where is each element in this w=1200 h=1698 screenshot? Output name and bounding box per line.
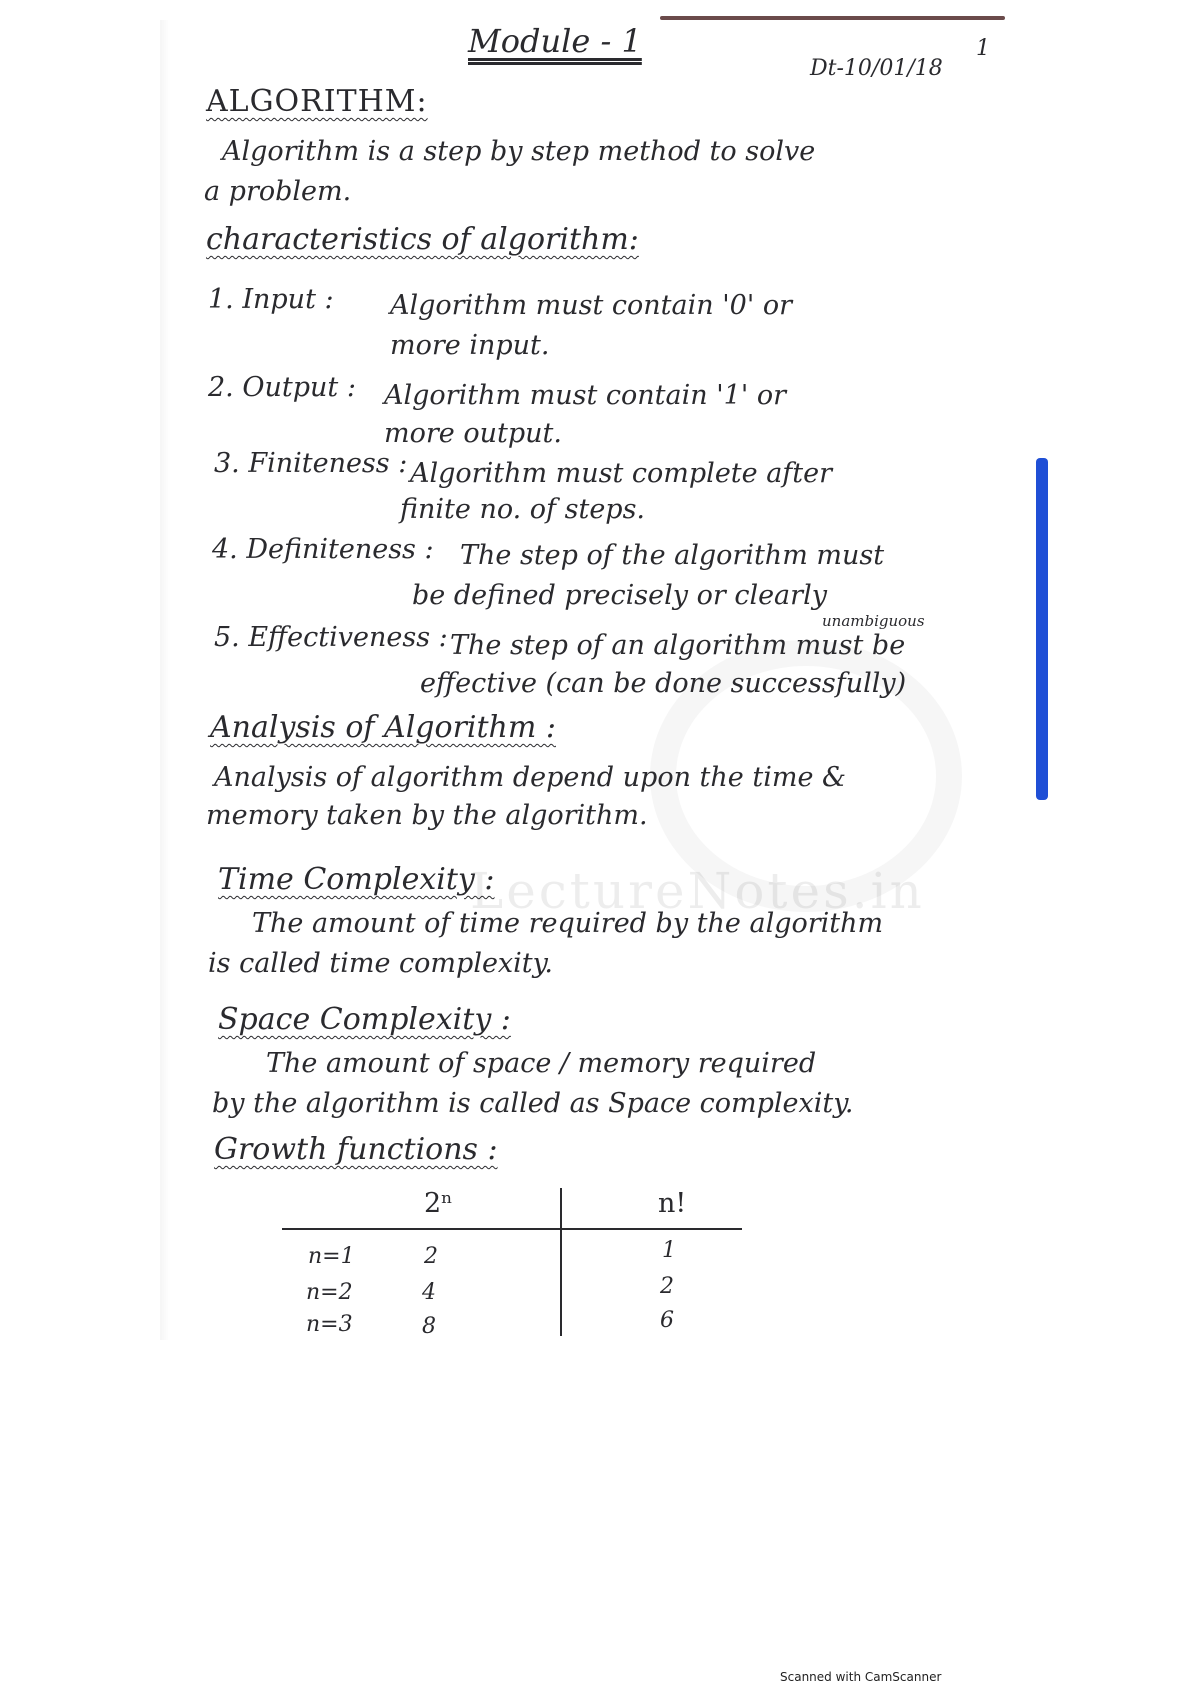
space-complexity-line-2: by the algorithm is called as Space complexity. bbox=[212, 1088, 854, 1119]
characteristic-label-input: 1. Input : bbox=[208, 284, 334, 315]
growth-table-cell-fact: 1 bbox=[662, 1238, 676, 1263]
characteristic-output-line-1: Algorithm must contain '1' or bbox=[384, 380, 787, 411]
time-complexity-heading: Time Complexity : bbox=[218, 862, 495, 897]
growth-table-header-rule bbox=[282, 1228, 742, 1230]
growth-table-header-fact: n! bbox=[658, 1188, 687, 1219]
characteristic-input-line-1: Algorithm must contain '0' or bbox=[390, 290, 793, 321]
characteristic-label-definiteness: 4. Definiteness : bbox=[212, 534, 434, 565]
space-complexity-heading: Space Complexity : bbox=[218, 1002, 511, 1037]
analysis-heading: Analysis of Algorithm : bbox=[210, 710, 556, 745]
characteristic-effectiveness-line-1: The step of an algorithm must be bbox=[450, 630, 906, 661]
growth-table-column-rule bbox=[560, 1188, 562, 1336]
analysis-text-line-1: Analysis of algorithm depend upon the time & bbox=[214, 762, 847, 793]
characteristic-input-line-2: more input. bbox=[390, 330, 550, 361]
characteristic-definiteness-line-1: The step of the algorithm must bbox=[460, 540, 885, 571]
algorithm-heading: ALGORITHM: bbox=[206, 84, 428, 119]
growth-table-row-label: n=2 bbox=[306, 1280, 353, 1305]
space-complexity-line-1: The amount of space / memory required bbox=[266, 1048, 817, 1079]
growth-table-cell-fact: 6 bbox=[660, 1308, 674, 1333]
analysis-text-line-2: memory taken by the algorithm. bbox=[206, 800, 648, 831]
definiteness-note: unambiguous bbox=[822, 612, 925, 630]
time-complexity-line-2: is called time complexity. bbox=[208, 948, 553, 979]
blue-margin-bar bbox=[1036, 458, 1048, 800]
page-number: 1 bbox=[976, 36, 990, 61]
characteristic-finiteness-line-2: finite no. of steps. bbox=[400, 494, 646, 525]
characteristic-label-finiteness: 3. Finiteness : bbox=[214, 448, 408, 479]
growth-table-row-label: n=1 bbox=[308, 1244, 355, 1269]
characteristic-label-output: 2. Output : bbox=[208, 372, 356, 403]
characteristic-definiteness-line-2: be defined precisely or clearly bbox=[412, 580, 827, 611]
note-date: Dt-10/01/18 bbox=[810, 56, 943, 81]
characteristic-label-effectiveness: 5. Effectiveness : bbox=[214, 622, 448, 653]
characteristic-finiteness-line-1: Algorithm must complete after bbox=[410, 458, 833, 489]
algorithm-definition-line-2: a problem. bbox=[204, 176, 352, 207]
watermark-text: LectureNotes.in bbox=[470, 862, 925, 920]
module-title: Module - 1 bbox=[468, 22, 642, 60]
scan-edge-shadow bbox=[160, 20, 170, 1340]
growth-table-header-pow: 2ⁿ bbox=[424, 1188, 453, 1219]
growth-functions-heading: Growth functions : bbox=[214, 1132, 498, 1167]
scanner-footer: Scanned with CamScanner bbox=[780, 1670, 942, 1684]
growth-table-cell-pow: 4 bbox=[422, 1280, 436, 1305]
growth-table-cell-fact: 2 bbox=[660, 1274, 674, 1299]
characteristic-effectiveness-line-2: effective (can be done successfully) bbox=[420, 668, 907, 699]
growth-table-cell-pow: 2 bbox=[424, 1244, 438, 1269]
characteristic-output-line-2: more output. bbox=[384, 418, 562, 449]
growth-table-cell-pow: 8 bbox=[422, 1314, 436, 1339]
algorithm-definition-line-1: Algorithm is a step by step method to solve bbox=[222, 136, 816, 167]
time-complexity-line-1: The amount of time required by the algorithm bbox=[252, 908, 884, 939]
growth-table-row-label: n=3 bbox=[306, 1312, 353, 1337]
characteristics-heading: characteristics of algorithm: bbox=[206, 222, 639, 257]
page-top-rule bbox=[660, 16, 1005, 20]
